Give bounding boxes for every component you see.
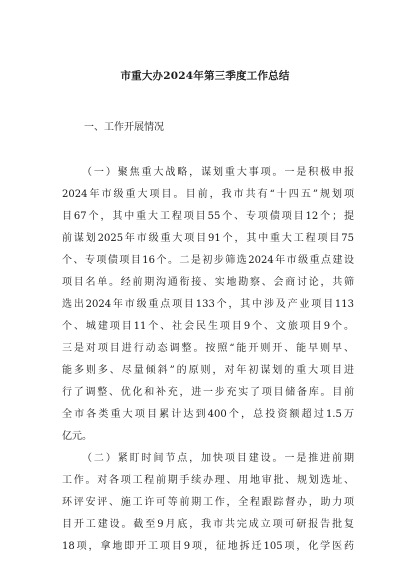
paragraph-line: 个、专项债项目16个。二是初步筛选2024年市级重点建设 — [62, 255, 354, 266]
paragraph-line: 个、城建项目11个、社会民生项目9个、文旅项目9个。 — [62, 321, 354, 332]
section-heading: 一、工作开展情况 — [84, 122, 164, 133]
paragraph-line: 项目名单。经前期沟通衔接、实地勘察、会商讨论，共筛 — [62, 277, 354, 288]
paragraph-line: （二）紧盯时间节点，加快项目建设。一是推进前期 — [82, 453, 354, 464]
paragraph-line: （一）聚焦重大战略，谋划重大事项。一是积极申报 — [82, 167, 354, 178]
paragraph-line: 行了调整、优化和补充，进一步充实了项目储备库。目前 — [62, 387, 354, 398]
paragraph-line: 三是对项目进行动态调整。按照“能开则开、能早则早、 — [62, 343, 354, 354]
paragraph-line: 目开工建设。截至9月底，我市共完成立项可研报告批复 — [62, 519, 354, 530]
paragraph-line: 亿元。 — [62, 431, 92, 442]
paragraph-line: 环评安评、施工许可等前期工作，全程跟踪督办，助力项 — [62, 497, 354, 508]
paragraph-line: 工作。对各项工程前期手续办理、用地审批、规划选址、 — [62, 475, 354, 486]
paragraph-2 — [62, 448, 354, 558]
document-title: 市重大办2024年第三季度工作总结 — [120, 70, 290, 82]
paragraph-line: 选出2024年市级重点项目133个，其中涉及产业项目113 — [62, 299, 354, 310]
paragraph-line: 全市各类重大项目累计达到400个，总投资额超过1.5万 — [62, 409, 354, 420]
paragraph-line: 目67个，其中重大工程项目55个、专项债项目12个；提 — [62, 211, 354, 222]
paragraph-line: 2024年市级重大项目。目前，我市共有“十四五”规划项 — [62, 189, 354, 200]
paragraph-line: 18项，拿地即开工项目9项，征地拆迁105项，化学医药 — [62, 541, 354, 552]
paragraph-1 — [62, 162, 354, 448]
paragraph-line: 前谋划2025年市级重大项目91个，其中重大工程项目75 — [62, 233, 354, 244]
paragraph-line: 能多则多、尽量倾斜”的原则，对年初谋划的重大项目进 — [62, 365, 354, 376]
